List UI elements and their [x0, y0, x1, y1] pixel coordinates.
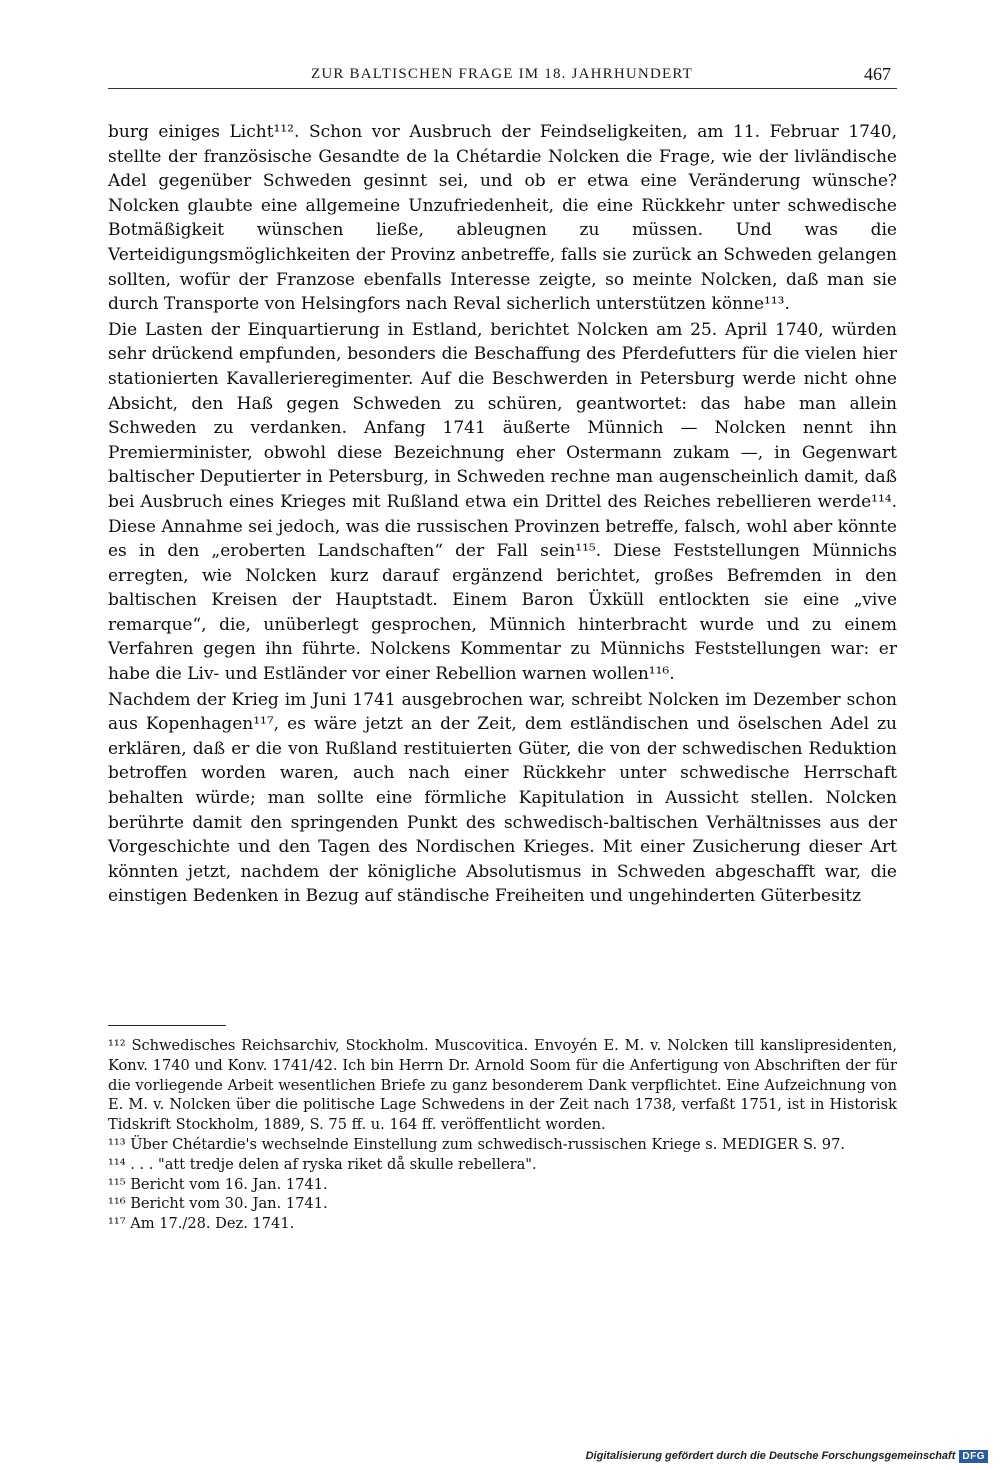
footnote: ¹¹³ Über Chétardie's wechselnde Einstellung zum schwedisch-russischen Kriege s. MEDIGER S. 97. — [108, 1135, 845, 1153]
footnotes — [108, 1036, 897, 1234]
footnote: ¹¹⁵ Bericht vom 16. Jan. 1741. — [108, 1175, 328, 1193]
footnote-separator — [108, 1025, 226, 1026]
body-text — [108, 120, 897, 909]
dfg-logo: DFG — [959, 1450, 988, 1463]
page-number: 467 — [864, 64, 891, 84]
footnote: ¹¹⁷ Am 17./28. Dez. 1741. — [108, 1215, 295, 1233]
footnote: ¹¹⁴ . . . "att tredje delen af ryska riket då skulle rebellera". — [108, 1155, 537, 1173]
paragraph: burg einiges Licht¹¹². Schon vor Ausbruch der Feindseligkeiten, am 11. Februar 1740, stellte der französische Gesandte de la Chétardie Nolcken die Frage, wie der livländische Adel gegenüber Schweden gesinnt sei, und ob er etwa eine Veränderung wünsche? Nolcken glaubte eine allgemeine Unzufriedenheit, die eine Rückkehr unter schwedische Botmäßigkeit wünschen ließe, ableugnen zu müssen. Und was die Verteidigungsmöglichkeiten der Provinz anbetreffe, falls sie zurück an Schweden gelangen sollten, wofür der Franzose ebenfalls Interesse zeigte, so meinte Nolcken, daß man sie durch Transporte von Helsingfors nach Reval sicherlich unterstützen könne¹¹³. — [108, 122, 897, 315]
paragraph: Nachdem der Krieg im Juni 1741 ausgebrochen war, schreibt Nolcken im Dezember schon aus Kopenhagen¹¹⁷, es wäre jetzt an der Zeit, dem estländischen und öselschen Adel zu erklären, daß er die von Rußland restituierten Güter, die von der schwedischen Reduktion betroffen worden waren, auch nach einer Rückkehr unter schwedische Herrschaft behalten würde; man sollte eine förmliche Kapitulation in Aussicht stellen. Nolcken berührte damit den springenden Punkt des schwedisch-baltischen Verhältnisses aus der Vorgeschichte und den Tagen des Nordischen Krieges. Mit einer Zusicherung dieser Art könnten jetzt, nachdem der königliche Absolutismus in Schweden abgeschafft war, die einstigen Bedenken in Bezug auf ständische Freiheiten und ungehinderten Güterbesitz — [108, 689, 897, 907]
dfg-funding-notice — [586, 1448, 988, 1464]
footnote: ¹¹⁶ Bericht vom 30. Jan. 1741. — [108, 1195, 328, 1213]
footnote: ¹¹² Schwedisches Reichsarchiv, Stockholm. Muscovitica. Envoyén E. M. v. Nolcken till kanslipresidenten, Konv. 1740 und Konv. 1741/42. Ich bin Herrn Dr. Arnold Soom für die Anfertigung von Abschriften der für die vorliegende Arbeit wesentlichen Briefe zu ganz besonderem Dank verpflichtet. Eine Aufzeichnung von E. M. v. Nolcken über die politische Lage Schwedens in der Zeit nach 1738, verfaßt 1751, ist in Historisk Tidskrift Stockholm, 1889, S. 75 ff. u. 164 ff. veröffentlicht worden. — [108, 1037, 897, 1134]
running-header — [108, 66, 897, 88]
header-rule — [108, 88, 897, 89]
paragraph: Die Lasten der Einquartierung in Estland, berichtet Nolcken am 25. April 1740, würden sehr drückend empfunden, besonders die Beschaffung des Pferdefutters für die vielen hier stationierten Kavallerieregimenter. Auf die Beschwerden in Petersburg werde nicht ohne Absicht, den Haß gegen Schweden zu schüren, geantwortet: das habe man allein Schweden zu verdanken. Anfang 1741 äußerte Münnich — Nolcken nennt ihn Premierminister, obwohl diese Bezeichnung eher Ostermann zukam —, in Gegenwart baltischer Deputierter in Petersburg, in Schweden rechne man augenscheinlich damit, daß bei Ausbruch eines Krieges mit Rußland etwa ein Drittel des Reiches rebellieren werde¹¹⁴. Diese Annahme sei jedoch, was die russischen Provinzen betreffe, falsch, wohl aber könnte es in den „eroberten Landschaften“ der Fall sein¹¹⁵. Diese Feststellungen Münnichs erregten, wie Nolcken kurz darauf ergänzend berichtet, großes Befremden in den baltischen Kreisen der Hauptstadt. Einem Baron Üxküll entlockten sie eine „vive remarque“, die, unüberlegt gesprochen, Münnich hinterbracht wurde und zu einem Verfahren gegen ihn führte. Nolckens Kommentar zu Münnichs Feststellungen war: er habe die Liv- und Estländer vor einer Rebellion warnen wollen¹¹⁶. — [108, 319, 897, 685]
dfg-notice-text: Digitalisierung gefördert durch die Deutsche Forschungsgemeinschaft — [585, 1450, 956, 1462]
running-title: ZUR BALTISCHEN FRAGE IM 18. JAHRHUNDERT — [311, 66, 694, 82]
